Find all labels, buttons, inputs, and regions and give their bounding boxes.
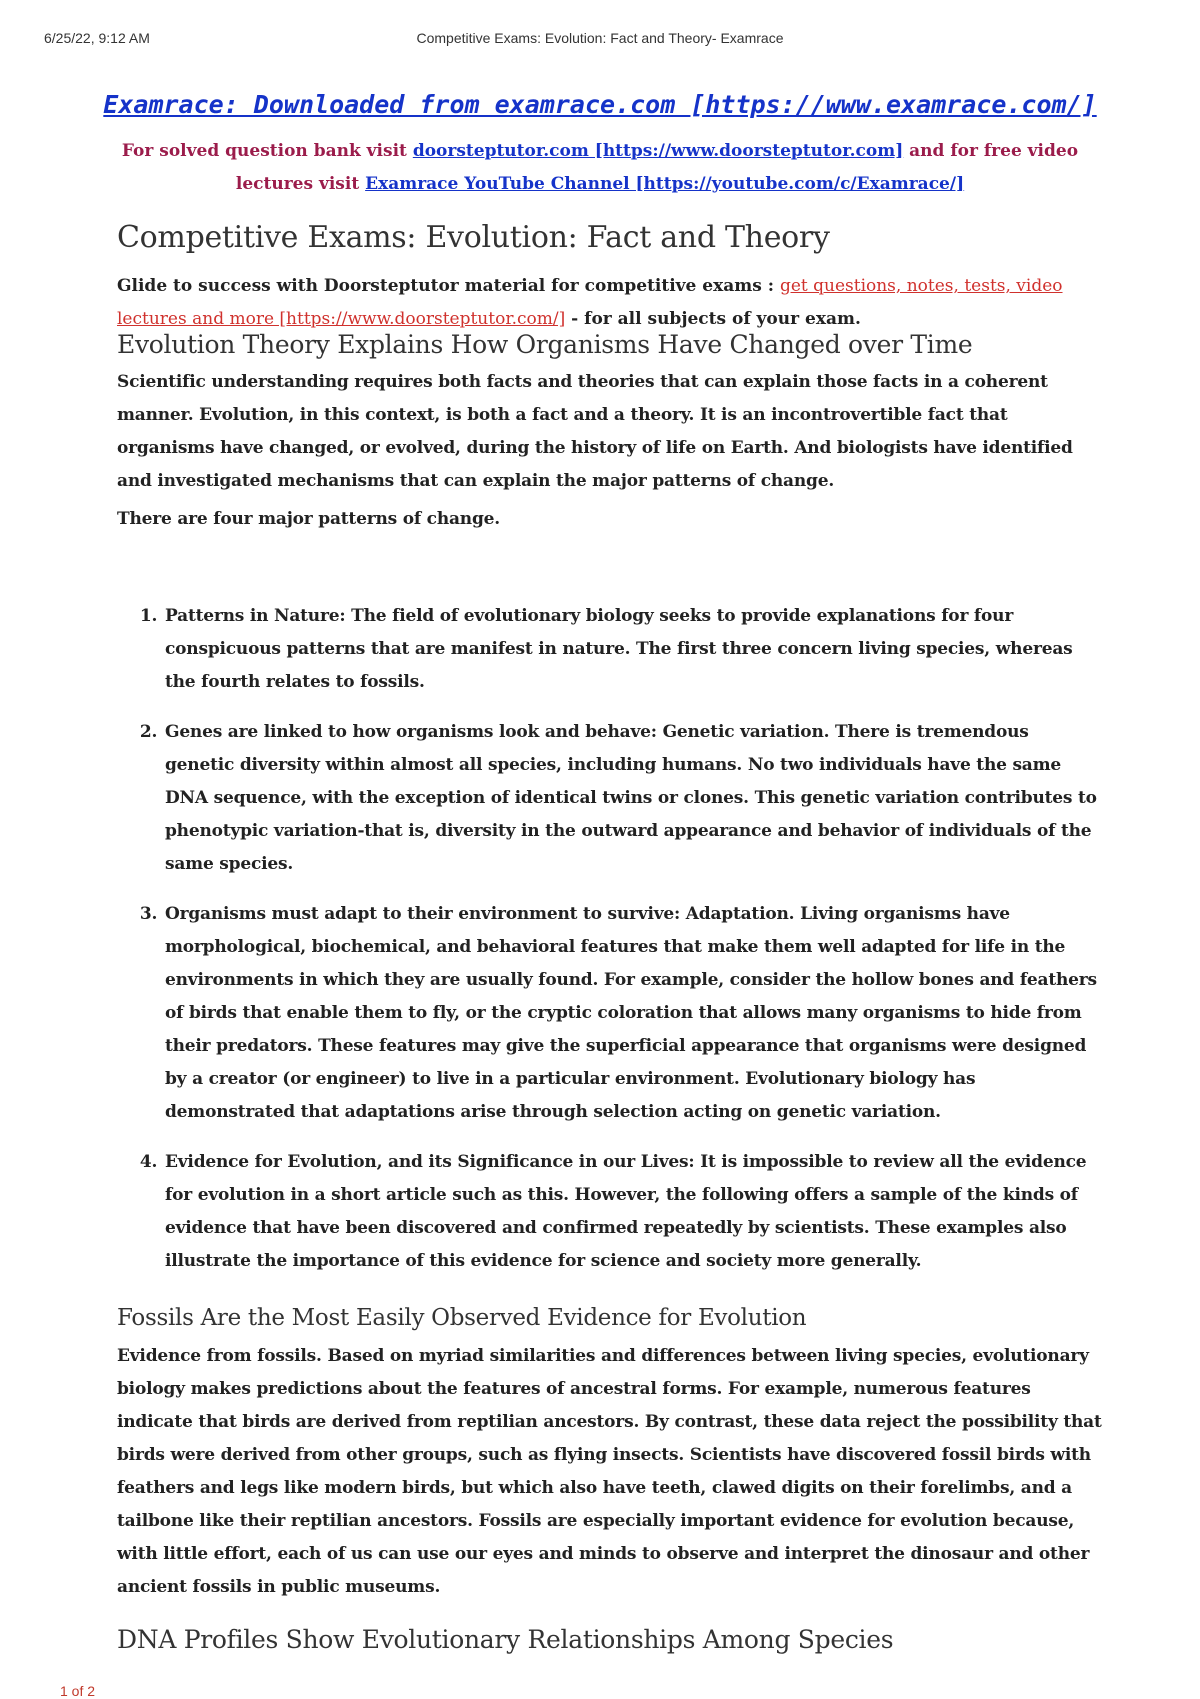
examrace-banner-link[interactable]: Examrace: Downloaded from examrace.com [https://www.examrace.com/]	[103, 90, 1097, 119]
promo-text	[100, 135, 1100, 201]
patterns-intro: There are four major patterns of change.	[117, 509, 500, 529]
print-title: Competitive Exams: Evolution: Fact and Theory- Examrace	[416, 30, 784, 46]
section1-heading: Evolution Theory Explains How Organisms Have Changed over Time	[117, 330, 973, 359]
section1-paragraph: Scientific understanding requires both facts and theories that can explain those facts in a coherent manner. Evolution, in this context, is both a fact and a theory. It is an incontrovertible fact that organisms have changed, or evolved, during the history of life on Earth. And biologists have identified and investigated mechanisms that can explain the major patterns of change.	[117, 372, 1073, 491]
promo-prefix: For solved question bank visit	[121, 141, 413, 161]
intro-paragraph	[117, 270, 1097, 336]
print-date: 6/25/22, 9:12 AM	[44, 30, 150, 46]
print-header	[0, 30, 1200, 52]
intro-text: Glide to success with Doorsteptutor material for competitive exams :	[117, 276, 780, 296]
list-item: 1. Patterns in Nature: The field of evolutionary biology seeks to provide explanations for four conspicuous patterns that are manifest in nature. The first three concern living species, whereas the fourth relates to fossils.	[163, 600, 1102, 699]
section3-heading: DNA Profiles Show Evolutionary Relationships Among Species	[117, 1625, 894, 1654]
section2-paragraph: Evidence from fossils. Based on myriad similarities and differences between living species, evolutionary biology makes predictions about the features of ancestral forms. For example, numerous features indicate that birds are derived from reptilian ancestors. By contrast, these data reject the possibility that birds were derived from other groups, such as flying insects. Scientists have discovered fossil birds with feathers and legs like modern birds, but which also have teeth, clawed digits on their forelimbs, and a tailbone like their reptilian ancestors. Fossils are especially important evidence for evolution because, with little effort, each of us can use our eyes and minds to observe and interpret the dinosaur and other ancient fossils in public museums.	[117, 1346, 1102, 1597]
patterns-list	[117, 600, 1102, 1295]
doorsteptutor-material-link[interactable]: get questions, notes, tests, video lectures and more [https://www.doorsteptutor.com/]	[117, 276, 1063, 329]
page-number: 1 of 2	[60, 1683, 96, 1699]
list-item: 3. Organisms must adapt to their environment to survive: Adaptation. Living organisms have morphological, biochemical, and behavioral features that make them well adapted for life in the environments in which they are usually found. For example, consider the hollow bones and feathers of birds that enable them to fly, or the cryptic coloration that allows many organisms to hide from their predators. These features may give the superficial appearance that organisms were designed by a creator (or engineer) to live in a particular environment. Evolutionary biology has demonstrated that adaptations arise through selection acting on genetic variation.	[163, 898, 1102, 1129]
intro-suffix: - for all subjects of your exam.	[565, 309, 861, 329]
doorsteptutor-link[interactable]: doorsteptutor.com [https://www.doorsteptutor.com]	[412, 141, 904, 161]
page-title: Competitive Exams: Evolution: Fact and Theory	[117, 220, 830, 255]
list-item: 4. Evidence for Evolution, and its Significance in our Lives: It is impossible to review all the evidence for evolution in a short article such as this. However, the following offers a sample of the kinds of evidence that have been discovered and confirmed repeatedly by scientists. These examples also illustrate the importance of this evidence for science and society more generally.	[163, 1146, 1102, 1278]
list-item: 2. Genes are linked to how organisms look and behave: Genetic variation. There is tremendous genetic diversity within almost all species, including humans. No two individuals have the same DNA sequence, with the exception of identical twins or clones. This genetic variation contributes to phenotypic variation-that is, diversity in the outward appearance and behavior of individuals of the same species.	[163, 716, 1102, 881]
promo-middle: and for free video lectures visit	[235, 141, 1079, 194]
section2-heading: Fossils Are the Most Easily Observed Evidence for Evolution	[117, 1305, 807, 1331]
youtube-channel-link[interactable]: Examrace YouTube Channel [https://youtube.com/c/Examrace/]	[365, 174, 965, 194]
